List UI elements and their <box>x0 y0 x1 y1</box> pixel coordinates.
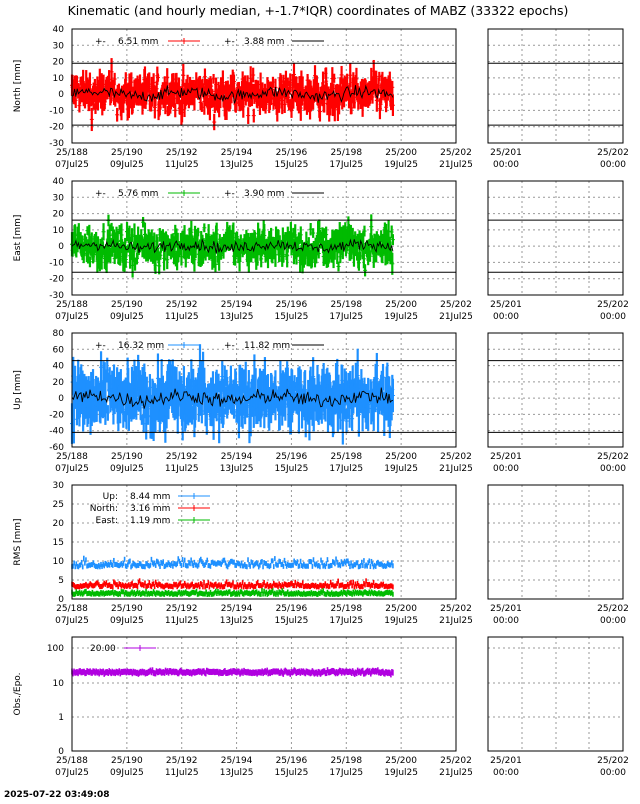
x-tick-label: 09Jul25 <box>109 464 144 474</box>
x-tick-label: 17Jul25 <box>329 464 364 474</box>
x-tick-label: 07Jul25 <box>55 768 89 778</box>
x-tick-label: 25/198 <box>330 452 363 462</box>
y-tick-label: -20 <box>49 410 64 421</box>
x-tick-label: 25/196 <box>275 756 308 766</box>
legend-marker: +- <box>95 341 106 351</box>
x-tick-label: 25/188 <box>56 148 88 158</box>
side-x-tick-label: 00:00 <box>493 312 519 322</box>
x-tick-label: 25/190 <box>111 300 143 310</box>
x-tick-label: 21Jul25 <box>439 160 473 170</box>
legend-median-label: 3.88 mm <box>244 37 285 47</box>
x-tick-label: 17Jul25 <box>329 160 364 170</box>
x-tick-label: 21Jul25 <box>439 312 473 322</box>
y-tick-label: 40 <box>52 361 64 372</box>
side-x-tick-label: 25/202 <box>597 604 629 614</box>
x-tick-label: 09Jul25 <box>109 312 144 322</box>
y-tick-label: -10 <box>49 258 64 269</box>
y-tick-label: 0 <box>58 394 64 405</box>
legend-name: North: <box>89 504 118 514</box>
x-tick-label: 25/200 <box>385 148 417 158</box>
x-tick-label: 25/188 <box>56 452 88 462</box>
x-tick-label: 25/192 <box>165 756 198 766</box>
x-tick-label: 09Jul25 <box>109 160 144 170</box>
x-tick-label: 19Jul25 <box>384 768 419 778</box>
x-tick-label: 25/192 <box>165 604 198 614</box>
x-tick-label: 07Jul25 <box>55 464 89 474</box>
x-tick-label: 19Jul25 <box>384 160 419 170</box>
x-tick-label: 15Jul25 <box>274 768 309 778</box>
figure-title: Kinematic (and hourly median, +-1.7*IQR) coordinates of MABZ (33322 epochs) <box>67 3 569 18</box>
side-x-tick-label: 25/202 <box>597 756 629 766</box>
legend-label: 20.00 <box>90 644 116 654</box>
y-axis-label: Obs./Epo. <box>13 672 23 716</box>
x-tick-label: 25/188 <box>56 300 88 310</box>
x-tick-label: 25/196 <box>275 148 308 158</box>
y-tick-label: 30 <box>52 481 64 491</box>
legend-median-label: 11.82 mm <box>244 341 291 351</box>
y-tick-label: -40 <box>49 426 64 437</box>
side-x-tick-label: 25/201 <box>490 300 522 310</box>
y-tick-label: 0 <box>58 747 64 757</box>
x-tick-label: 07Jul25 <box>55 160 89 170</box>
x-tick-label: 11Jul25 <box>164 160 199 170</box>
y-tick-label: 20 <box>52 209 64 220</box>
side-x-tick-label: 00:00 <box>493 160 519 170</box>
x-tick-label: 25/192 <box>165 300 198 310</box>
y-tick-label: -30 <box>49 291 64 301</box>
x-tick-label: 13Jul25 <box>219 312 254 322</box>
side-x-tick-label: 25/201 <box>490 452 522 462</box>
y-tick-label: 10 <box>52 73 64 84</box>
x-tick-label: 11Jul25 <box>164 616 199 626</box>
plot-frame <box>72 637 456 751</box>
y-tick-label: 5 <box>58 576 64 586</box>
x-tick-label: 25/200 <box>385 452 417 462</box>
side-x-tick-label: 00:00 <box>600 312 626 322</box>
legend-marker: +- <box>95 37 106 47</box>
y-tick-label: 40 <box>52 25 64 35</box>
x-tick-label: 15Jul25 <box>274 160 309 170</box>
side-x-tick-label: 00:00 <box>600 768 626 778</box>
x-tick-label: 25/190 <box>111 604 143 614</box>
legend-value: 3.16 mm <box>130 504 171 514</box>
y-tick-label: 20 <box>52 377 64 388</box>
x-tick-label: 07Jul25 <box>55 312 89 322</box>
y-axis-label: North [mm] <box>13 59 23 113</box>
y-axis-label: East [mm] <box>13 214 23 262</box>
y-axis-label: RMS [mm] <box>13 518 23 566</box>
y-tick-label: 20 <box>52 57 64 68</box>
legend-marker: +- <box>224 37 235 47</box>
y-tick-label: 80 <box>52 329 64 339</box>
x-tick-label: 25/194 <box>220 604 253 614</box>
x-tick-label: 25/198 <box>330 148 363 158</box>
x-tick-label: 11Jul25 <box>164 312 199 322</box>
y-tick-label: 10 <box>52 679 64 689</box>
y-tick-label: -20 <box>49 122 64 133</box>
x-tick-label: 15Jul25 <box>274 616 309 626</box>
side-x-tick-label: 25/202 <box>597 148 629 158</box>
x-tick-label: 25/202 <box>440 452 472 462</box>
x-tick-label: 25/202 <box>440 300 472 310</box>
x-tick-label: 25/198 <box>330 756 363 766</box>
x-tick-label: 25/202 <box>440 148 472 158</box>
y-tick-label: 15 <box>52 538 64 548</box>
x-tick-label: 19Jul25 <box>384 312 419 322</box>
x-tick-label: 13Jul25 <box>219 160 254 170</box>
x-tick-label: 21Jul25 <box>439 616 473 626</box>
x-tick-label: 13Jul25 <box>219 616 254 626</box>
y-tick-label: 100 <box>46 644 64 654</box>
side-x-tick-label: 25/201 <box>490 604 522 614</box>
legend-raw-label: 6.51 mm <box>118 37 159 47</box>
y-tick-label: 40 <box>52 177 64 187</box>
side-x-tick-label: 00:00 <box>493 464 519 474</box>
x-tick-label: 07Jul25 <box>55 616 89 626</box>
legend-value: 8.44 mm <box>130 492 171 502</box>
x-tick-label: 25/196 <box>275 300 308 310</box>
x-tick-label: 17Jul25 <box>329 768 364 778</box>
x-tick-label: 25/194 <box>220 300 253 310</box>
panel-obsepo <box>13 637 629 778</box>
x-tick-label: 25/196 <box>275 604 308 614</box>
y-tick-label: 25 <box>52 500 64 510</box>
legend-value: 1.19 mm <box>130 516 171 526</box>
legend-marker: +- <box>95 189 106 199</box>
x-tick-label: 25/194 <box>220 452 253 462</box>
x-tick-label: 17Jul25 <box>329 312 364 322</box>
legend-marker: +- <box>224 341 235 351</box>
y-tick-label: 10 <box>52 557 64 567</box>
y-tick-label: 60 <box>52 345 64 356</box>
side-x-tick-label: 00:00 <box>600 616 626 626</box>
x-tick-label: 11Jul25 <box>164 768 199 778</box>
x-tick-label: 25/200 <box>385 756 417 766</box>
y-tick-label: 0 <box>58 595 64 605</box>
legend-median-label: 3.90 mm <box>244 189 285 199</box>
x-tick-label: 17Jul25 <box>329 616 364 626</box>
y-axis-label: Up [mm] <box>13 370 23 410</box>
x-tick-label: 25/198 <box>330 300 363 310</box>
x-tick-label: 09Jul25 <box>109 768 144 778</box>
x-tick-label: 25/200 <box>385 300 417 310</box>
x-tick-label: 15Jul25 <box>274 464 309 474</box>
side-x-tick-label: 00:00 <box>600 464 626 474</box>
y-tick-label: 1 <box>58 713 64 723</box>
x-tick-label: 25/190 <box>111 148 143 158</box>
legend-raw-label: 5.76 mm <box>118 189 159 199</box>
panel-north <box>13 25 629 170</box>
x-tick-label: 21Jul25 <box>439 464 473 474</box>
footer-timestamp: 2025-07-22 03:49:08 <box>4 790 110 800</box>
x-tick-label: 25/200 <box>385 604 417 614</box>
x-tick-label: 21Jul25 <box>439 768 473 778</box>
x-tick-label: 25/192 <box>165 452 198 462</box>
side-x-tick-label: 25/201 <box>490 756 522 766</box>
x-tick-label: 25/202 <box>440 756 472 766</box>
x-tick-label: 09Jul25 <box>109 616 144 626</box>
x-tick-label: 25/188 <box>56 604 88 614</box>
x-tick-label: 25/188 <box>56 756 88 766</box>
x-tick-label: 25/192 <box>165 148 198 158</box>
y-tick-label: 30 <box>52 193 64 204</box>
x-tick-label: 13Jul25 <box>219 464 254 474</box>
x-tick-label: 25/194 <box>220 756 253 766</box>
x-tick-label: 13Jul25 <box>219 768 254 778</box>
x-tick-label: 19Jul25 <box>384 616 419 626</box>
panel-rms <box>13 481 629 626</box>
side-x-tick-label: 25/202 <box>597 452 629 462</box>
y-tick-label: 0 <box>58 242 64 253</box>
side-x-tick-label: 25/202 <box>597 300 629 310</box>
legend-name: Up: <box>102 492 118 502</box>
legend-name: East: <box>95 516 118 526</box>
x-tick-label: 25/190 <box>111 452 143 462</box>
y-tick-label: 10 <box>52 225 64 236</box>
side-x-tick-label: 00:00 <box>493 768 519 778</box>
y-tick-label: 20 <box>52 519 64 529</box>
x-tick-label: 11Jul25 <box>164 464 199 474</box>
side-x-tick-label: 25/201 <box>490 148 522 158</box>
x-tick-label: 25/194 <box>220 148 253 158</box>
x-tick-label: 19Jul25 <box>384 464 419 474</box>
y-tick-label: 30 <box>52 41 64 52</box>
side-x-tick-label: 00:00 <box>493 616 519 626</box>
y-tick-label: -20 <box>49 274 64 285</box>
legend-raw-label: 16.32 mm <box>118 341 165 351</box>
y-tick-label: -10 <box>49 106 64 117</box>
side-x-tick-label: 00:00 <box>600 160 626 170</box>
y-tick-label: 0 <box>58 90 64 101</box>
y-tick-label: -60 <box>49 443 64 453</box>
x-tick-label: 25/198 <box>330 604 363 614</box>
panel-east <box>13 177 629 322</box>
y-tick-label: -30 <box>49 139 64 149</box>
x-tick-label: 25/190 <box>111 756 143 766</box>
panel-up <box>13 329 629 474</box>
legend-marker: +- <box>224 189 235 199</box>
x-tick-label: 25/196 <box>275 452 308 462</box>
x-tick-label: 25/202 <box>440 604 472 614</box>
x-tick-label: 15Jul25 <box>274 312 309 322</box>
